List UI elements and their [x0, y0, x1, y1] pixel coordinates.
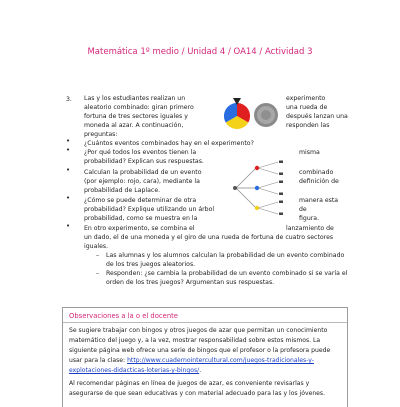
- observations-p1-line-1: Se sugiere trabajar con bingos y otros juegos de azar que permitan un conocimiento: [69, 327, 328, 334]
- bullet-1-marker: •: [66, 137, 71, 145]
- bullet-5-line-2: un dado, el de una moneda y el giro de una rueda de fortuna de cuatro sectores: [84, 234, 334, 241]
- wheel-and-coin-illustration: [222, 98, 280, 130]
- bullet-4-right-2: de: [299, 206, 307, 213]
- subitem-2-line-2: orden de los tres juegos? Argumentan sus respuestas.: [106, 279, 275, 286]
- bullet-4-right-3: figura.: [299, 215, 320, 222]
- bullet-2-line-1: ¿Por qué todos los eventos tienen la: [84, 149, 197, 156]
- subitem-1-line-1: Las alumnas y los alumnos calculan la probabilidad de un evento combinado: [106, 252, 345, 259]
- intro-line-4-right: responden las: [286, 122, 330, 129]
- observations-p1-line-3: siguiente página web ofrece una serie de bingos que el profesor o la profesora puede: [69, 347, 331, 354]
- intro-line-4: moneda al azar. A continuación,: [84, 122, 184, 129]
- bullet-3-marker: •: [66, 166, 71, 174]
- subitem-2-line-1: Responden: ¿se cambia la probabilidad de un evento combinado si se varía el: [106, 270, 348, 277]
- probability-tree-diagram: [228, 160, 292, 216]
- intro-line-2: aleatorio combinado: giran primero: [84, 104, 194, 111]
- bullet-3-right-2: definición de: [299, 178, 339, 185]
- page-header: Matemática 1º medio / Unidad 4 / OA14 / Actividad 3: [87, 47, 313, 57]
- observations-p2-line-1: Al recomendar páginas en línea de juegos de azar, es conveniente revisarlas y: [69, 380, 310, 387]
- observations-p1-line-5: [69, 366, 201, 376]
- bullet-4-line-3: probabilidad, como se muestra en la: [84, 215, 198, 222]
- bullet-3-line-1: Calculan la probabilidad de un evento: [84, 169, 202, 176]
- observations-divider: [63, 322, 347, 323]
- subitem-1-dash: –: [96, 252, 100, 259]
- intro-line-1-right: experimento: [286, 95, 326, 102]
- fortune-wheel-icon: [224, 98, 250, 129]
- intro-line-1: Las y los estudiantes realizan un: [84, 95, 186, 102]
- intro-line-3-right: después lanzan una: [286, 113, 348, 120]
- bullet-2-right: misma: [299, 149, 320, 156]
- coin-icon: [254, 103, 278, 127]
- bingo-resource-link-cont[interactable]: explotaciones-didacticas-loterias-y-bingos/: [69, 367, 200, 374]
- bullet-5-line-1: En otro experimento, se combina el: [84, 225, 195, 232]
- bullet-4-line-1: ¿Cómo se puede determinar de otra: [84, 197, 197, 204]
- bingo-resource-link[interactable]: http://www.cuadernointercultural.com/juegos-tradicionales-y-: [127, 357, 315, 364]
- bullet-5-marker: •: [66, 222, 71, 230]
- observations-title: Observaciones a la o el docente: [69, 312, 178, 320]
- intro-line-2-right: una rueda de: [286, 104, 328, 111]
- intro-line-5: preguntas:: [84, 131, 118, 138]
- observations-link-end: .: [199, 367, 202, 374]
- bullet-4-marker: •: [66, 194, 71, 202]
- bullet-4-line-2: probabilidad? Explique utilizando un árbol: [84, 206, 215, 213]
- bullet-5-right: lanzamiento de: [286, 225, 334, 232]
- item-number: 3.: [66, 96, 72, 103]
- bullet-2-line-2: probabilidad? Explican sus respuestas.: [84, 158, 204, 165]
- observations-p1-line-4: [69, 356, 314, 366]
- observations-link-prefix: usar para la clase:: [69, 357, 128, 364]
- bullet-5-line-3: iguales.: [84, 243, 109, 250]
- bullet-3-right-1: combinado: [299, 169, 334, 176]
- observations-p1-line-2: matemático del juego y, a la vez, mostrar responsabilidad sobre estos mismos. La: [69, 337, 321, 344]
- intro-line-3: fortuna de tres sectores iguales y: [84, 113, 188, 120]
- bullet-1-line-1: ¿Cuántos eventos combinados hay en el experimento?: [84, 140, 254, 147]
- subitem-2-dash: –: [96, 270, 100, 277]
- observations-p2-line-2: asegurarse de que sean educativas y con material adecuado para las y los jóvenes.: [69, 390, 326, 397]
- bullet-3-line-2: (por ejemplo: rojo, cara), mediante la: [84, 178, 200, 185]
- bullet-2-marker: •: [66, 146, 71, 154]
- subitem-1-line-2: de los tres juegos aleatorios.: [106, 261, 196, 268]
- bullet-4-right-1: manera esta: [299, 197, 339, 204]
- bullet-3-line-3: probabilidad de Laplace.: [84, 187, 161, 194]
